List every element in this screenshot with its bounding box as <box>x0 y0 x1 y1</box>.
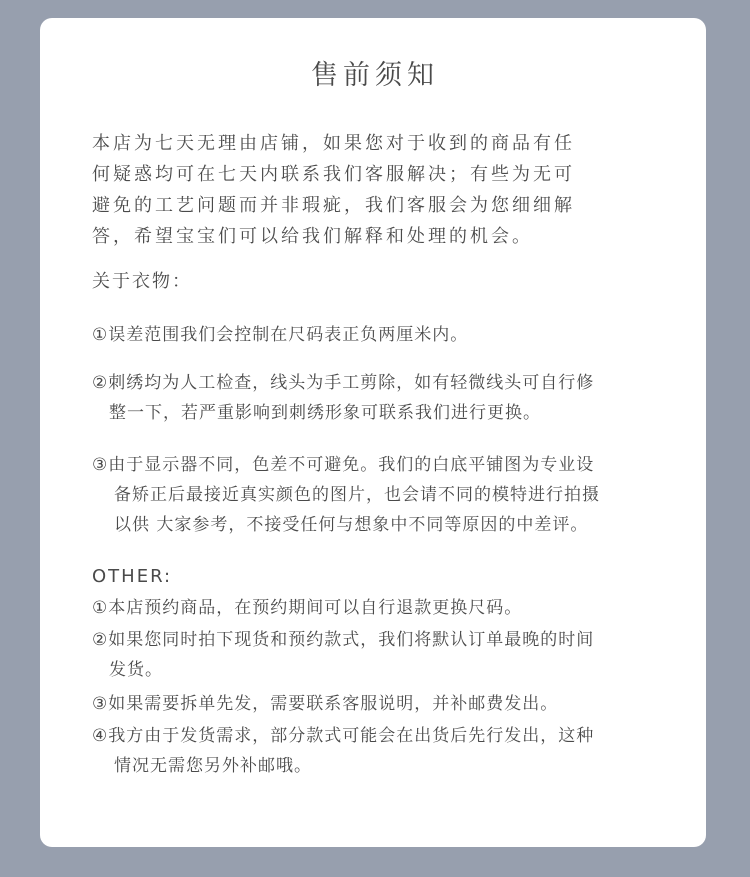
item-text: 发货。 <box>109 660 163 680</box>
clothing-item-2 <box>92 368 652 428</box>
intro-line: 何疑惑均可在七天内联系我们客服解决；有些为无可 <box>92 164 575 185</box>
item-text: ②如果您同时拍下现货和预约款式，我们将默认订单最晚的时间 <box>92 630 595 650</box>
item-text: 整一下，若严重影响到刺绣形象可联系我们进行更换。 <box>109 403 541 423</box>
other-item-1 <box>92 593 652 623</box>
item-text: 情况无需您另外补邮哦。 <box>114 756 312 776</box>
intro-line: 本店为七天无理由店铺，如果您对于收到的商品有任 <box>92 133 575 154</box>
page-title: 售前须知 <box>311 60 439 91</box>
item-text: ③如果需要拆单先发，需要联系客服说明，并补邮费发出。 <box>92 694 559 714</box>
intro-paragraph <box>92 128 652 252</box>
clothing-item-3 <box>92 450 652 540</box>
item-text: 以供 大家参考，不接受任何与想象中不同等原因的中差评。 <box>114 515 589 535</box>
item-text: ③由于显示器不同，色差不可避免。我们的白底平铺图为专业设 <box>92 455 595 475</box>
intro-line: 避免的工艺问题而并非瑕疵，我们客服会为您细细解 <box>92 195 575 216</box>
item-text: ④我方由于发货需求，部分款式可能会在出货后先行发出，这种 <box>92 726 595 746</box>
other-item-4 <box>92 721 652 781</box>
item-text: ②刺绣均为人工检查，线头为手工剪除，如有轻微线头可自行修 <box>92 373 595 393</box>
clothing-item-1 <box>92 320 652 350</box>
intro-line: 答，希望宝宝们可以给我们解释和处理的机会。 <box>92 226 533 247</box>
clothing-section-heading: 关于衣物： <box>92 271 192 292</box>
item-text: ①本店预约商品，在预约期间可以自行退款更换尺码。 <box>92 598 523 618</box>
other-section-heading: OTHER: <box>92 566 173 587</box>
item-text: 备矫正后最接近真实颜色的图片，也会请不同的模特进行拍摄 <box>114 485 600 505</box>
other-item-2 <box>92 625 652 685</box>
item-text: ①误差范围我们会控制在尺码表正负两厘米内。 <box>92 325 469 345</box>
other-item-3 <box>92 689 652 719</box>
